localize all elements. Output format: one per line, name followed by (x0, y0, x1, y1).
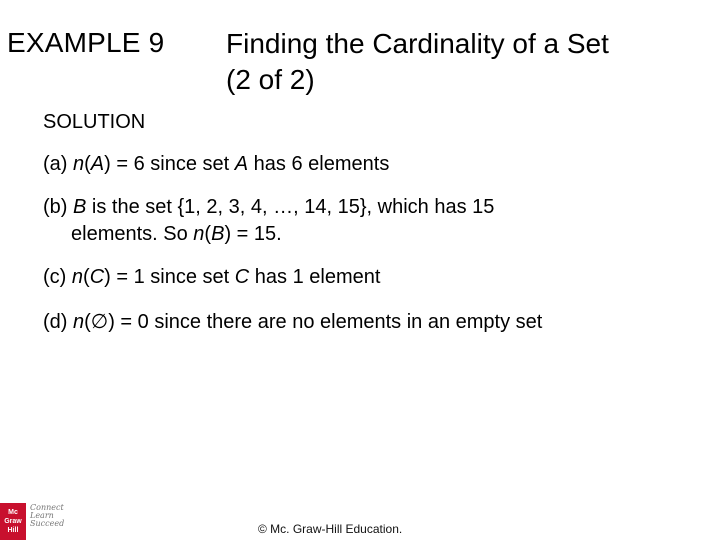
mcgraw-hill-logo (0, 500, 76, 540)
item-b-set: B (73, 196, 87, 218)
item-b-line-2 (43, 221, 703, 248)
item-b-mid: is the set {1, 2, 3, 4, …, 14, 15}, which has 15 (86, 196, 495, 218)
item-a-open: ( (84, 153, 91, 175)
item-c-set2: C (234, 266, 250, 288)
item-d-n: n (73, 311, 85, 333)
copyright-notice: © Mc. Graw-Hill Education. (258, 522, 403, 536)
item-d-tail: ) = 0 since there are no elements in an empty set (108, 311, 543, 333)
item-c-open: ( (83, 266, 90, 288)
item-b-set2: B (211, 223, 225, 245)
title-line-1: Finding the Cardinality of a Set (226, 28, 609, 59)
solution-item-a (43, 151, 703, 178)
logo-box (0, 503, 26, 540)
item-a-prefix: (a) (43, 153, 73, 175)
item-a-set2: A (234, 153, 249, 175)
item-c-mid: = 1 since set (110, 266, 235, 288)
item-a-tail: has 6 elements (248, 153, 390, 175)
item-a-set: A (90, 153, 105, 175)
item-b-n: n (193, 223, 205, 245)
item-a-close: ) (104, 153, 111, 175)
empty-set-symbol: ∅ (90, 311, 109, 333)
slide-title (226, 26, 706, 98)
example-label: EXAMPLE 9 (7, 27, 165, 58)
item-d-prefix: (d) (43, 311, 73, 333)
item-c-prefix: (c) (43, 266, 72, 288)
solution-item-c (43, 264, 703, 291)
item-b-open: ( (204, 223, 212, 245)
logo-tag-line-2: Learn (30, 511, 54, 520)
title-line-2: (2 of 2) (226, 64, 315, 95)
item-c-tail: has 1 element (249, 266, 381, 288)
solution-item-b (43, 194, 703, 248)
logo-tag-line-1: Connect (30, 503, 64, 512)
solution-item-d (43, 309, 703, 336)
item-c-close: ) (104, 266, 111, 288)
item-a-mid: = 6 since set (110, 153, 235, 175)
item-c-n: n (71, 266, 84, 288)
logo-box-line-2: Graw (4, 518, 22, 525)
item-a-n: n (73, 153, 85, 175)
item-b-line-1 (43, 196, 494, 218)
item-c-set: C (89, 266, 105, 288)
logo-box-line-3: Hill (7, 527, 19, 534)
item-b-line2-start: elements. So (71, 223, 194, 245)
item-b-prefix: (b) (43, 196, 73, 218)
logo-tagline (30, 504, 64, 528)
logo-box-line-1: Mc (8, 509, 18, 516)
item-b-line2-end: ) = 15. (224, 223, 282, 245)
solution-heading: SOLUTION (43, 111, 146, 133)
logo-tag-line-3: Succeed (30, 519, 65, 528)
item-d-open: ( (84, 311, 91, 333)
